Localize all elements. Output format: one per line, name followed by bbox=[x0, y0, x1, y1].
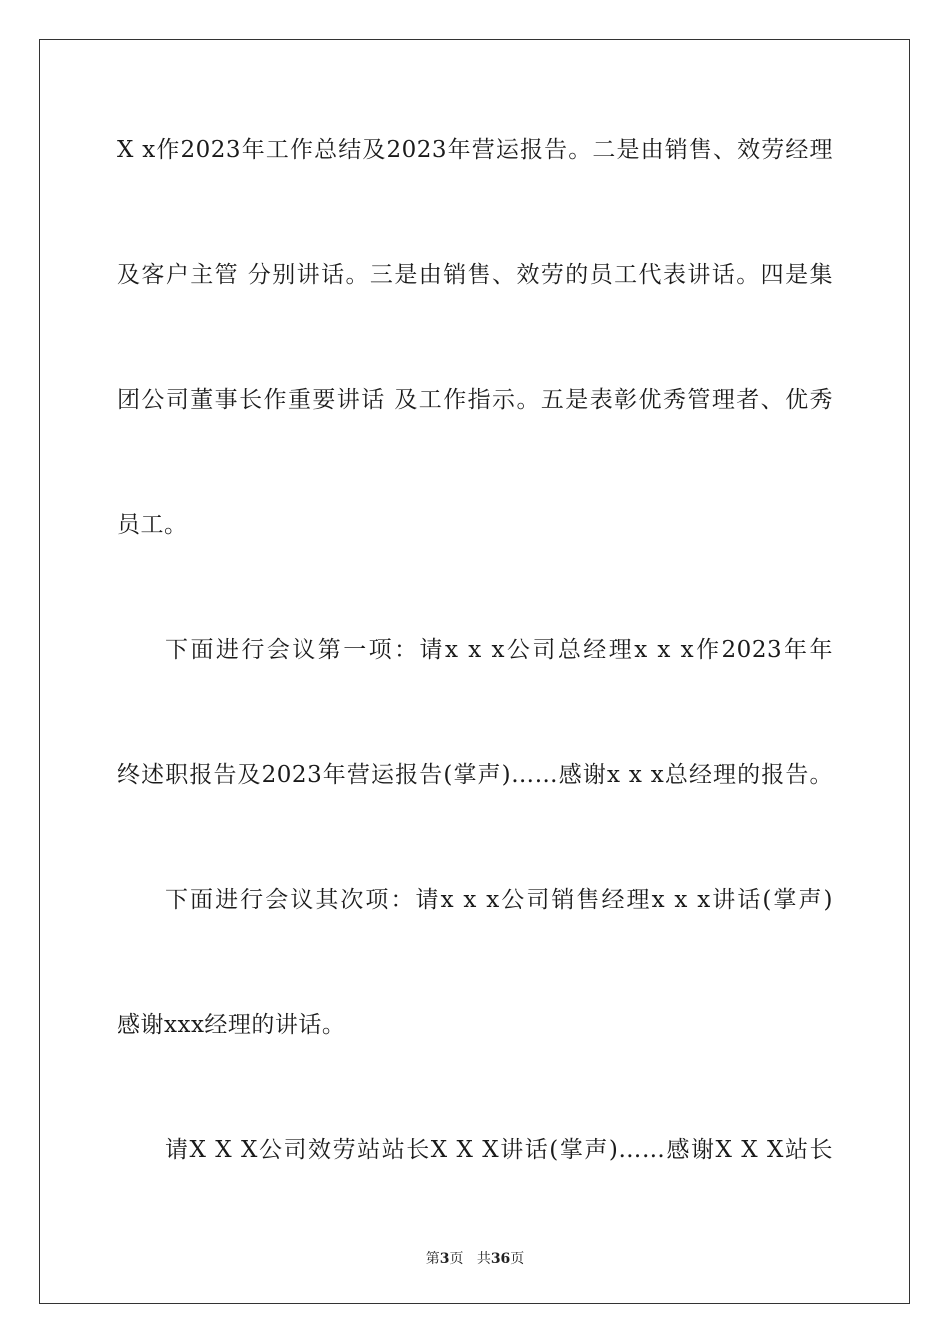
text-line-4: 员工。 bbox=[117, 512, 188, 538]
text-line-9: 请X X X公司效劳站站长X X X讲话(掌声)……感谢X X X站长 bbox=[165, 1137, 833, 1163]
footer-page-prefix: 第 bbox=[425, 1251, 440, 1267]
footer-page-suffix: 页 bbox=[449, 1251, 464, 1267]
footer-total-number: 36 bbox=[490, 1251, 511, 1267]
text-line-7: 下面进行会议其次项：请x x x公司销售经理x x x讲话(掌声) bbox=[165, 887, 833, 913]
text-line-2: 及客户主管 分别讲话。三是由销售、效劳的员工代表讲话。四是集 bbox=[117, 262, 833, 288]
page-footer bbox=[0, 1248, 950, 1268]
text-line-5: 下面进行会议第一项：请x x x公司总经理x x x作2023年年 bbox=[165, 637, 833, 663]
footer-total-suffix: 页 bbox=[510, 1251, 525, 1267]
text-line-6: 终述职报告及2023年营运报告(掌声)……感谢x x x总经理的报告。 bbox=[117, 762, 833, 788]
text-line-3: 团公司董事长作重要讲话 及工作指示。五是表彰优秀管理者、优秀 bbox=[117, 387, 833, 413]
footer-page-number: 3 bbox=[439, 1251, 450, 1267]
text-line-8: 感谢xxx经理的讲话。 bbox=[117, 1012, 346, 1038]
text-line-1: X x作2023年工作总结及2023年营运报告。二是由销售、效劳经理 bbox=[117, 137, 833, 163]
footer-total-prefix: 共 bbox=[476, 1251, 491, 1267]
page-border bbox=[39, 39, 910, 1304]
